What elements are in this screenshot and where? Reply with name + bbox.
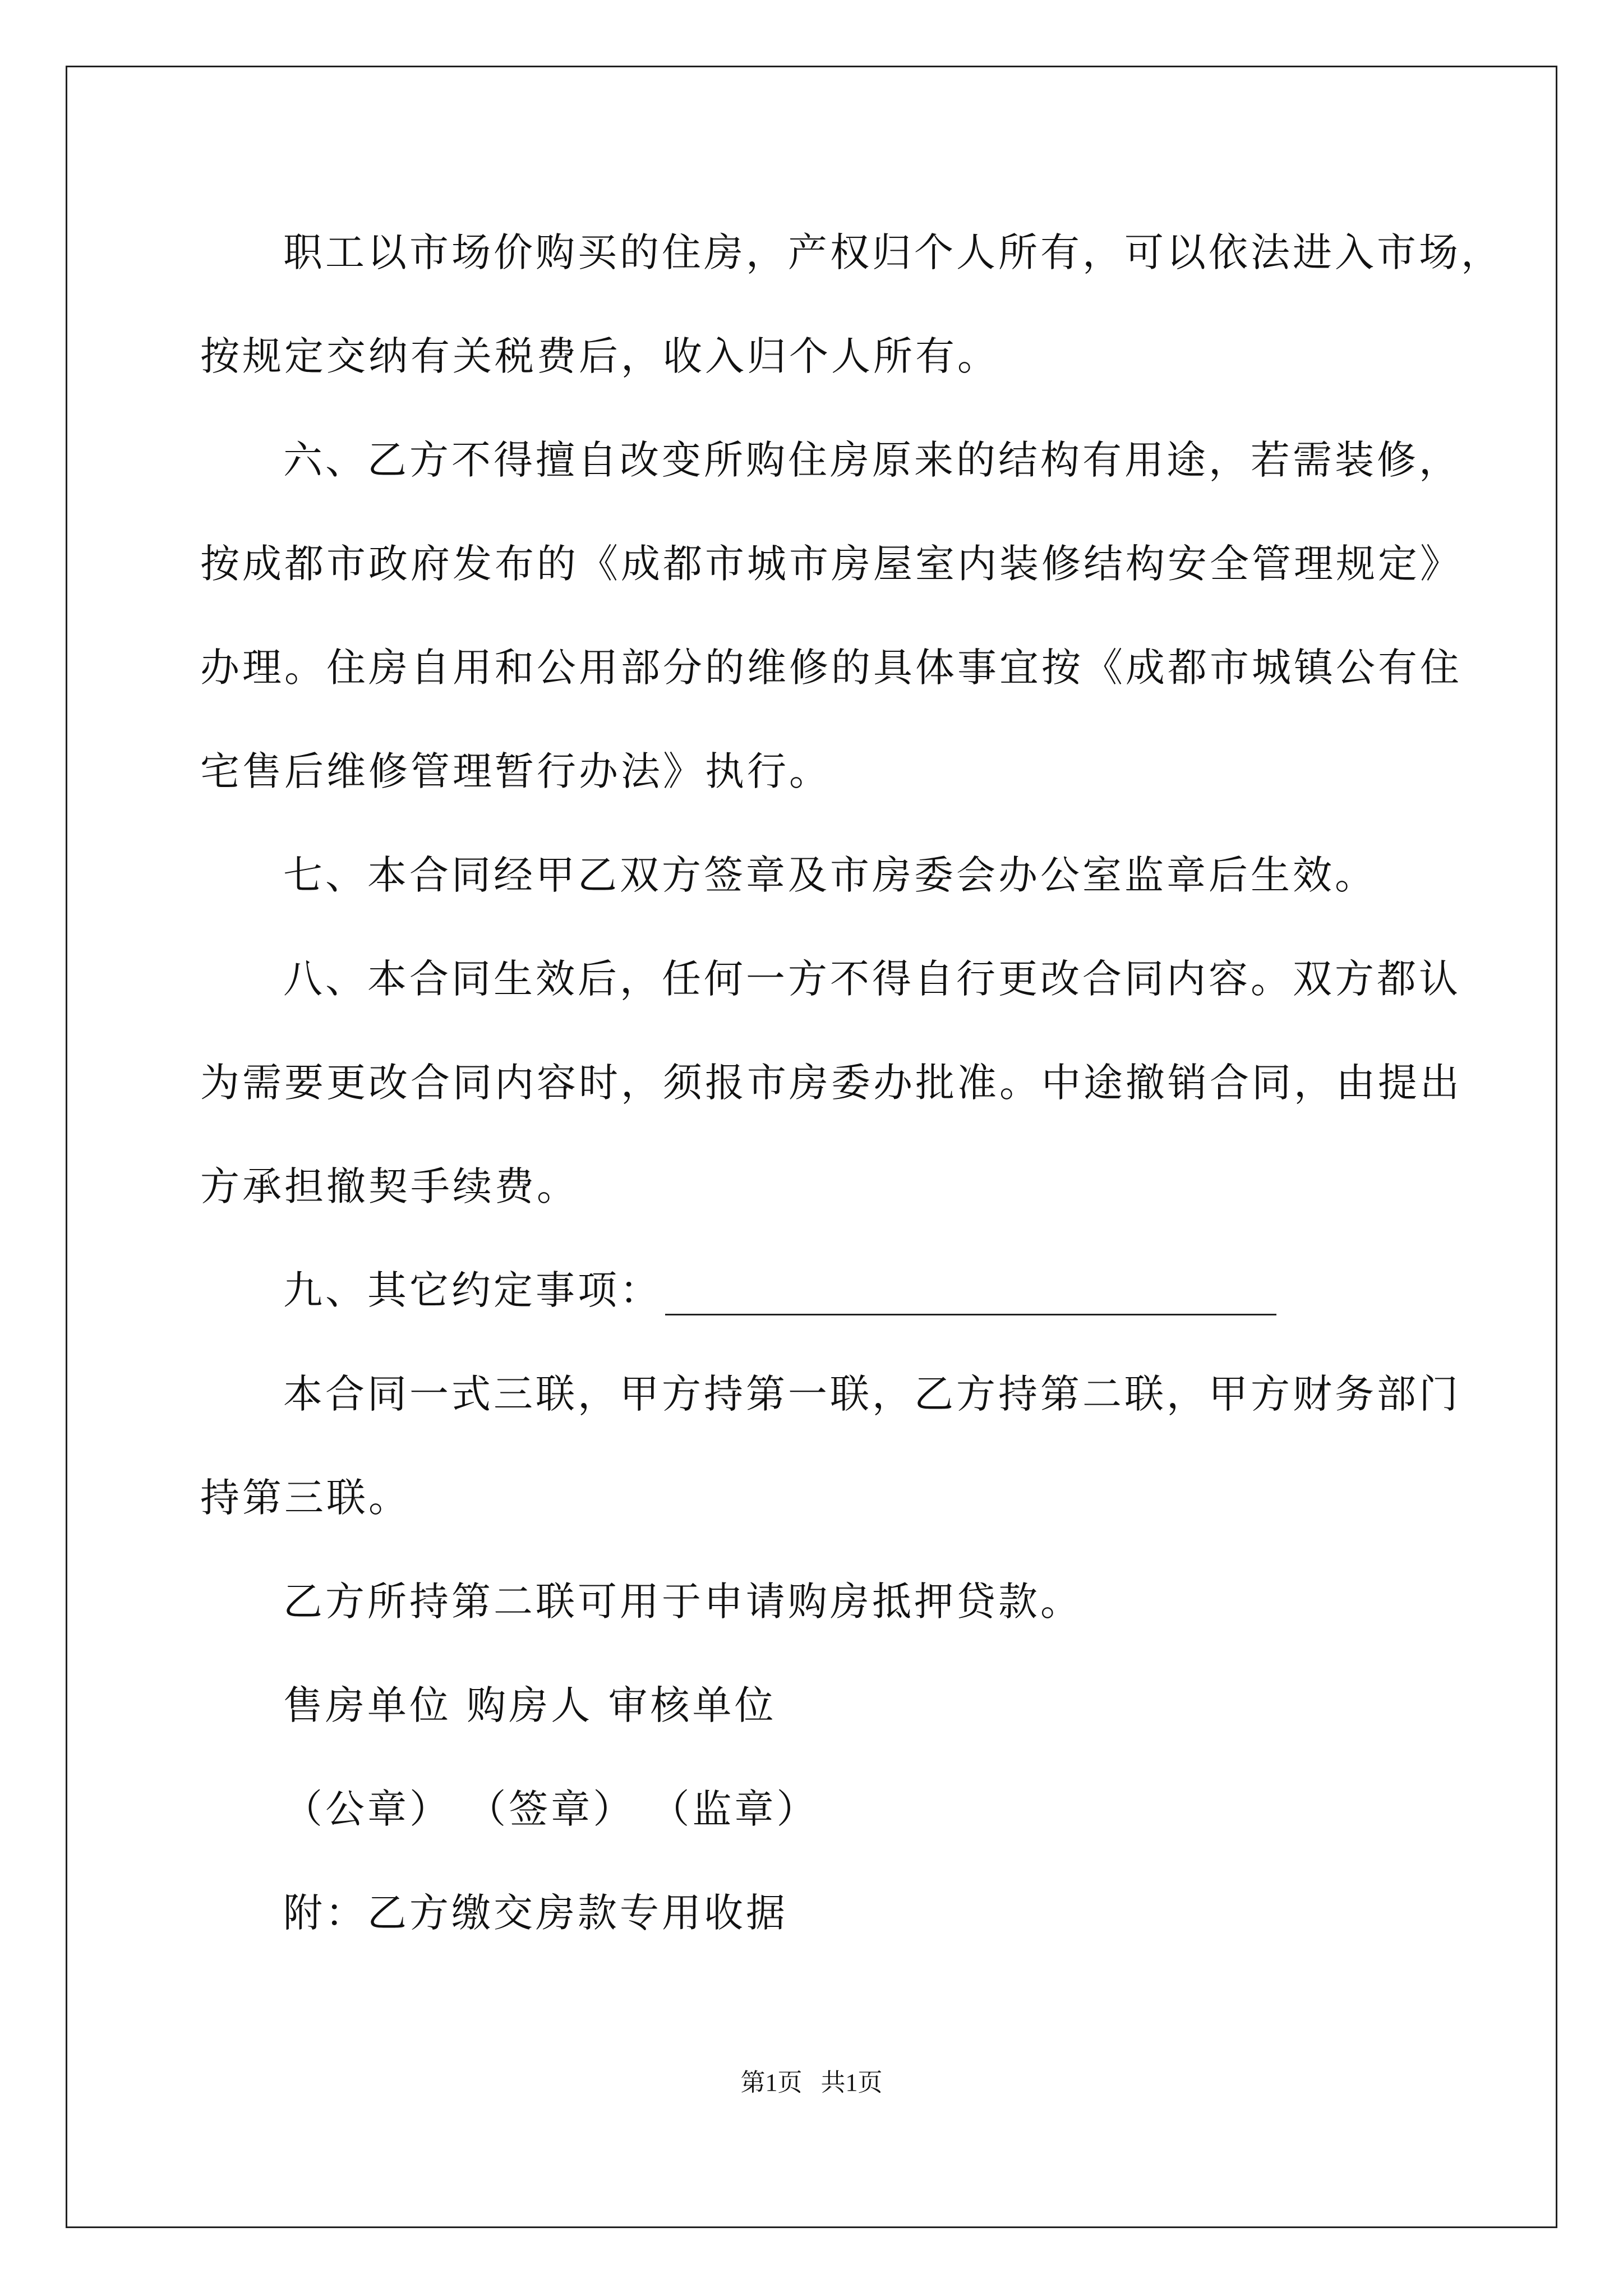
- paragraph-line: 持第三联。: [200, 1475, 411, 1521]
- paragraph-line: 本合同一式三联，甲方持第一联，乙方持第二联，甲方财务部门: [283, 1371, 1461, 1417]
- paragraph-line: 为需要更改合同内容时，须报市房委办批准。中途撤销合同，由提出: [200, 1060, 1462, 1106]
- paragraph-line: 按成都市政府发布的《成都市城市房屋室内装修结构安全管理规定》: [200, 541, 1462, 587]
- paragraph-line: 宅售后维修管理暂行办法》执行。: [200, 748, 831, 794]
- paragraph-line: 九、其它约定事项：: [283, 1267, 662, 1313]
- paragraph-line: 乙方所持第二联可用于申请购房抵押贷款。: [283, 1579, 1082, 1625]
- signature-parties: 售房单位 购房人 审核单位: [283, 1682, 777, 1728]
- paragraph-line: 按规定交纳有关税费后，收入归个人所有。: [200, 333, 999, 379]
- paragraph-line: 职工以市场价购买的住房，产权归个人所有，可以依法进入市场，: [283, 229, 1503, 275]
- paragraph-line: 办理。住房自用和公用部分的维修的具体事宜按《成都市城镇公有住: [200, 645, 1462, 691]
- page-footer: 第1页 共1页: [740, 2069, 883, 2096]
- paragraph-line: 六、乙方不得擅自改变所购住房原来的结构有用途，若需装修，: [283, 437, 1461, 483]
- paragraph-line: 方承担撤契手续费。: [200, 1163, 579, 1209]
- blank-fill-line: [665, 1281, 1276, 1315]
- signature-seals: （公章） （签章） （监章）: [283, 1786, 819, 1832]
- paragraph-line: 八、本合同生效后，任何一方不得自行更改合同内容。双方都认: [283, 956, 1461, 1002]
- paragraph-line: 七、本合同经甲乙双方签章及市房委会办公室监章后生效。: [283, 852, 1377, 898]
- attachment-note: 附：乙方缴交房款专用收据: [283, 1890, 788, 1936]
- other-terms-line: [283, 1265, 1276, 1315]
